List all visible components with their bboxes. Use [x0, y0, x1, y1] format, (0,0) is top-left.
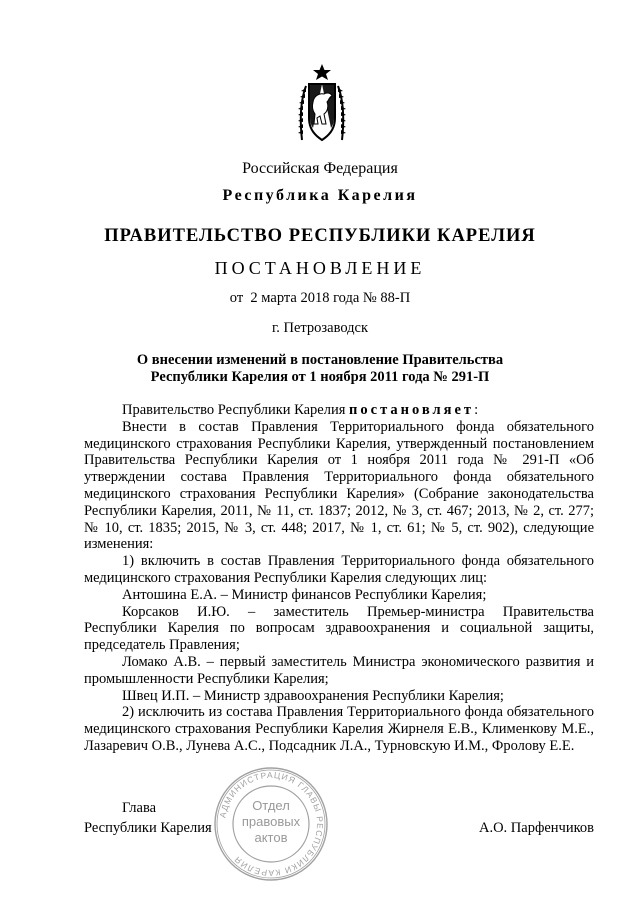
document-subject: [0, 352, 640, 386]
paragraph-1: Внести в состав Правления Территориального фонда обязательного медицинского страхования Республики Карелия, утвержденный постановлением Правительства Республики Карелия от 1 ноября 2011 года № 291-П «Об утверждении состава Правления Территориального фонда обязательного медицинского страхования Республики Карелия» (Собрание законодательства Республики Карелия, 2011, № 11, ст. 1837; 2012, № 3, ст. 467; 2013, № 2, ст. 277; № 10, ст. 1835; 2015, № 3, ст. 448; 2017, № 1, ст. 61; № 5, ст. 902), следующие изменения:: [84, 418, 594, 553]
subject-line-2: Республики Карелия от 1 ноября 2011 года № 291-П: [150, 369, 490, 385]
signature-title-line-1: Глава: [122, 800, 157, 816]
coat-of-arms-emblem: [296, 62, 348, 146]
signatory-name: А.О. Парфенчиков: [478, 820, 594, 836]
subject-line-1: О внесении изменений в постановление Правительства: [136, 352, 504, 368]
official-stamp: [212, 765, 330, 883]
intro-paragraph: [84, 402, 594, 419]
government-title: ПРАВИТЕЛЬСТВО РЕСПУБЛИКИ КАРЕЛИЯ: [104, 226, 536, 246]
stamp-line-1: Отдел: [252, 798, 290, 813]
paragraph-3: Антошина Е.А. – Министр финансов Республики Карелия;: [122, 586, 487, 603]
document-type: ПОСТАНОВЛЕНИЕ: [214, 258, 426, 278]
paragraph-6: Швец И.П. – Министр здравоохранения Республики Карелия;: [122, 687, 504, 704]
republic-name: Республика Карелия: [222, 187, 418, 204]
paragraph-7: 2) исключить из состава Правления Территориального фонда обязательного медицинского страхования Республики Карелия Жирнеля Е.В., Клименкову М.Е., Лазаревич О.В., Лунева А.С., Подсадник Л.А., Турновскую И.М., Фролову Е.Е.: [84, 704, 594, 754]
stamp-ring-text: АДМИНИСТРАЦИЯ ГЛАВЫ РЕСПУБЛИКИ КАРЕЛИЯ: [217, 769, 326, 879]
document-body: [84, 402, 594, 755]
document-date-number: от 2 марта 2018 года № 88-П: [229, 290, 411, 306]
paragraph-2: 1) включить в состав Правления Территориального фонда обязательного медицинского страхования Республики Карелия следующих лиц:: [84, 553, 594, 586]
intro-prefix: Правительство Республики Карелия: [122, 402, 350, 418]
signature-title-line-2: Республики Карелия: [84, 820, 212, 836]
intro-verb: постановляет: [349, 402, 475, 418]
paragraph-5: Ломако А.В. – первый заместитель Министра экономического развития и промышленности Республики Карелия;: [84, 653, 594, 687]
stamp-line-2: правовых: [241, 814, 301, 829]
paragraph-4: Корсаков И.Ю. – заместитель Премьер-министра Правительства Республики Карелия по вопросам здравоохранения и социальной защиты, председатель Правления;: [84, 603, 594, 654]
country-name: Российская Федерация: [242, 160, 398, 177]
document-city: г. Петрозаводск: [271, 320, 369, 336]
intro-suffix: :: [474, 402, 479, 418]
stamp-line-3: актов: [254, 830, 288, 845]
